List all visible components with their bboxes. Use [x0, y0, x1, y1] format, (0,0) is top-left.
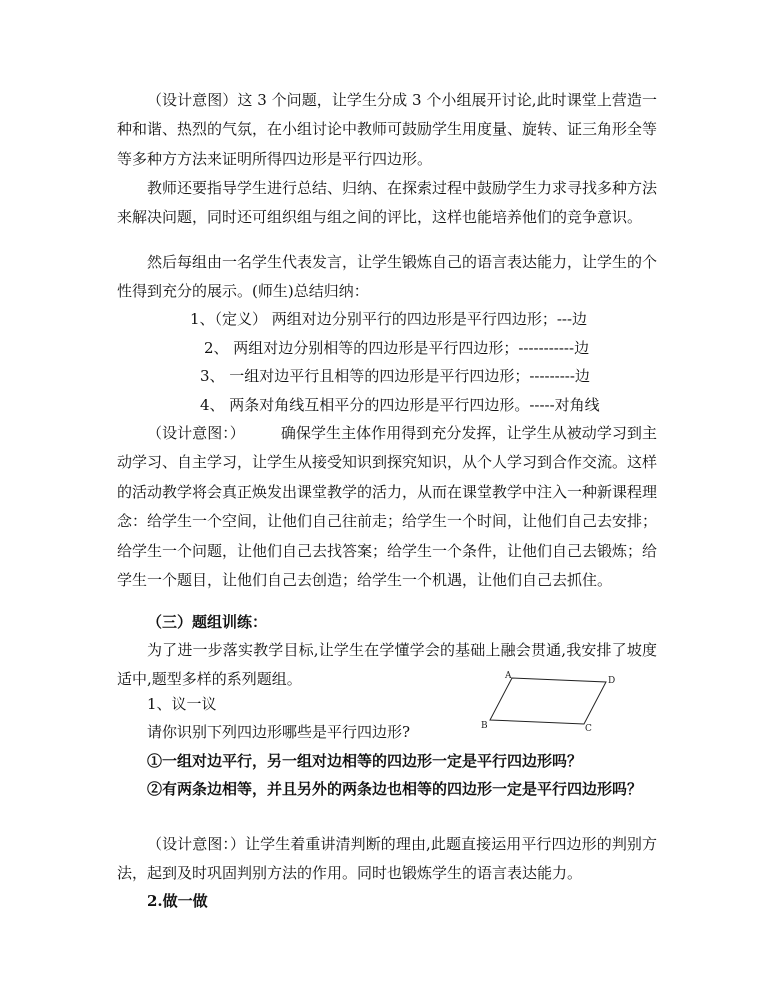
design-intent-paragraph-3: （设计意图：）让学生着重讲清判断的理由,此题直接运用平行四边形的判别方法，起到及时巩固判别方法的作用。同时也锻炼学生的语言表达能力。 — [117, 835, 657, 883]
vertex-label-d: D — [608, 676, 616, 686]
summary-item-2: 2、 两组对边分别相等的四边形是平行四边形；-----------边 — [204, 339, 590, 357]
parallelogram-svg — [476, 668, 626, 734]
question-2: ②有两条边相等，并且另外的两条边也相等的四边形一定是平行四边形吗？ — [147, 780, 643, 798]
question-1: ①一组对边平行，另一组对边相等的四边形一定是平行四边形吗？ — [147, 752, 583, 770]
design-intent-paragraph-2 — [117, 419, 657, 595]
subsection-discuss: 1、议一议 — [147, 695, 217, 713]
design-intent-text: 确保学生主体作用得到充分发挥，让学生从被动学习到主动学习、自主学习，让学生从接受知识到探究知识，从个人学习到合作交流。这样的活动教学将会真正焕发出课堂教学的活力，从而在课堂教学中注入一种新课程理念：给学生一个空间，让他们自己往前走；给学生一个时间，让他们自己去安排；给学生一个问题，让他们自己去找答案；给学生一个条件，让他们自己去锻炼；给学生一个题目，让他们自己去创造；给学生一个机遇，让他们自己去抓住。 — [117, 424, 658, 590]
teacher-guidance-paragraph: 教师还要指导学生进行总结、归纳、在探索过程中鼓励学生力求寻找多种方法来解决问题，同时还可组织组与组之间的评比，这样也能培养他们的竞争意识。 — [117, 179, 658, 227]
summary-item-4: 4、 两条对角线互相平分的四边形是平行四边形。-----对角线 — [200, 396, 600, 414]
section-intro-paragraph: 为了进一步落实教学目标,让学生在学懂学会的基础上融会贯通,我安排了坡度适中,题型多样的系列题组。 — [117, 641, 657, 689]
section-heading-group-training: （三）题组训练： — [147, 613, 268, 631]
design-intent-label: （设计意图：） — [147, 424, 245, 442]
vertex-label-c: C — [585, 724, 592, 734]
question-prompt: 请你识别下列四边形哪些是平行四边形? — [147, 723, 411, 741]
parallelogram-shape — [490, 678, 606, 724]
subsection-do: 2.做一做 — [147, 892, 208, 910]
parallelogram-figure — [476, 668, 626, 734]
vertex-label-a: A — [505, 671, 512, 681]
summary-item-1: 1、（定义） 两组对边分别平行的四边形是平行四边形；---边 — [190, 310, 588, 328]
group-speech-paragraph: 然后每组由一名学生代表发言，让学生锻炼自己的语言表达能力，让学生的个性得到充分的展示。(师生)总结归纳： — [117, 253, 658, 301]
summary-item-3: 3、 一组对边平行且相等的四边形是平行四边形；---------边 — [200, 367, 590, 385]
vertex-label-b: B — [481, 721, 488, 731]
design-intent-paragraph-1: （设计意图）这 3 个问题，让学生分成 3 个小组展开讨论,此时课堂上营造一种和谐、热烈的气氛，在小组讨论中教师可鼓励学生用度量、旋转、证三角形全等等多种方方法来证明所得四边形是平行四边形。 — [117, 91, 658, 168]
